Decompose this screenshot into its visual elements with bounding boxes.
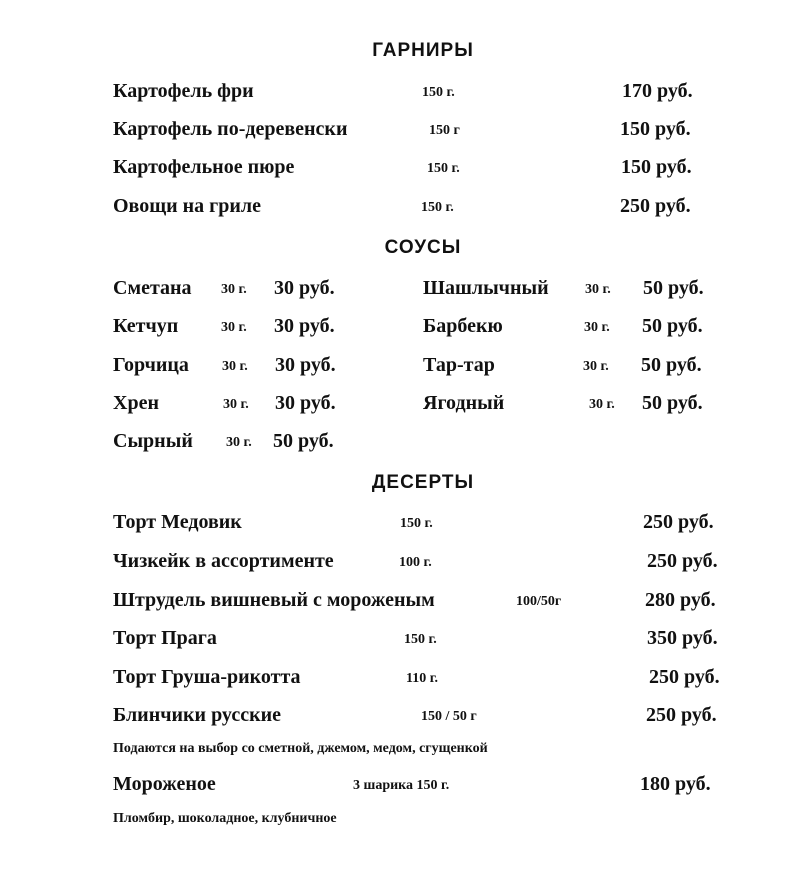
dessert-item [0,627,786,657]
item-price: 50 руб. [643,277,704,299]
menu-item [0,80,786,110]
menu-item [0,156,786,186]
dessert-item [0,589,786,619]
blini-note: Подаются на выбор со сметной, джемом, медом, сгущенкой [113,741,488,756]
item-weight: 30 г. [583,359,609,374]
item-weight: 150 г. [404,632,437,647]
garnishes-heading: ГАРНИРЫ [372,40,474,61]
item-price: 30 руб. [275,392,336,414]
item-name: Торт Прага [113,627,217,649]
item-weight: 30 г. [226,435,252,450]
sauce-item [0,430,786,460]
item-name: Штрудель вишневый с мороженым [113,589,435,611]
item-name: Торт Медовик [113,511,242,533]
item-price: 250 руб. [646,704,717,726]
item-name: Хрен [113,392,159,414]
item-weight: 100/50г [516,594,562,609]
item-weight: 30 г. [222,359,248,374]
item-weight: 150 г. [421,200,454,215]
item-price: 50 руб. [642,392,703,414]
item-weight: 3 шарика 150 г. [353,778,450,793]
ice-cream-note: Пломбир, шоколадное, клубничное [113,811,337,826]
sauce-item [0,392,786,422]
item-name: Блинчики русские [113,704,281,726]
item-weight: 150 г. [400,516,433,531]
sauce-item [0,354,786,384]
item-price: 150 руб. [620,118,691,140]
dessert-item [0,704,786,734]
desserts-heading: ДЕСЕРТЫ [371,472,475,493]
item-price: 350 руб. [647,627,718,649]
item-price: 250 руб. [647,550,718,572]
sauce-item [0,277,786,307]
item-name: Горчица [113,354,189,376]
item-name: Ягодный [423,392,505,414]
item-name: Тар-тар [423,354,495,376]
item-price: 50 руб. [273,430,334,452]
item-price: 30 руб. [274,315,335,337]
item-price: 250 руб. [649,666,720,688]
item-weight: 110 г. [406,671,439,686]
item-weight: 150 г. [427,161,460,176]
item-price: 150 руб. [621,156,692,178]
item-price: 170 руб. [622,80,693,102]
item-price: 50 руб. [642,315,703,337]
item-price: 180 руб. [640,773,711,795]
item-price: 250 руб. [643,511,714,533]
dessert-item [0,511,786,541]
menu-item [0,118,786,148]
item-name: Картофельное пюре [113,156,295,178]
item-price: 280 руб. [645,589,716,611]
item-weight: 150 г. [422,85,455,100]
item-name: Картофель фри [113,80,254,102]
item-weight: 100 г. [399,555,432,570]
item-price: 30 руб. [275,354,336,376]
menu-item [0,195,786,225]
sauces-heading: СОУСЫ [384,237,462,258]
item-weight: 30 г. [223,397,249,412]
item-name: Картофель по-деревенски [113,118,348,140]
item-weight: 150 г [429,123,460,138]
item-weight: 150 / 50 г [421,709,477,724]
item-name: Торт Груша-рикотта [113,666,301,688]
item-name: Барбекю [423,315,503,337]
sauce-item [0,315,786,345]
item-weight: 30 г. [589,397,615,412]
item-price: 50 руб. [641,354,702,376]
item-name: Мороженое [113,773,216,795]
item-name: Чизкейк в ассортименте [113,550,334,572]
dessert-item [0,773,786,803]
item-weight: 30 г. [221,320,247,335]
item-name: Кетчуп [113,315,179,337]
item-weight: 30 г. [585,282,611,297]
item-name: Сырный [113,430,193,452]
item-weight: 30 г. [584,320,610,335]
item-name: Овощи на гриле [113,195,261,217]
item-price: 30 руб. [274,277,335,299]
dessert-item [0,666,786,696]
item-price: 250 руб. [620,195,691,217]
item-name: Шашлычный [423,277,549,299]
dessert-item [0,550,786,580]
item-name: Сметана [113,277,192,299]
item-weight: 30 г. [221,282,247,297]
